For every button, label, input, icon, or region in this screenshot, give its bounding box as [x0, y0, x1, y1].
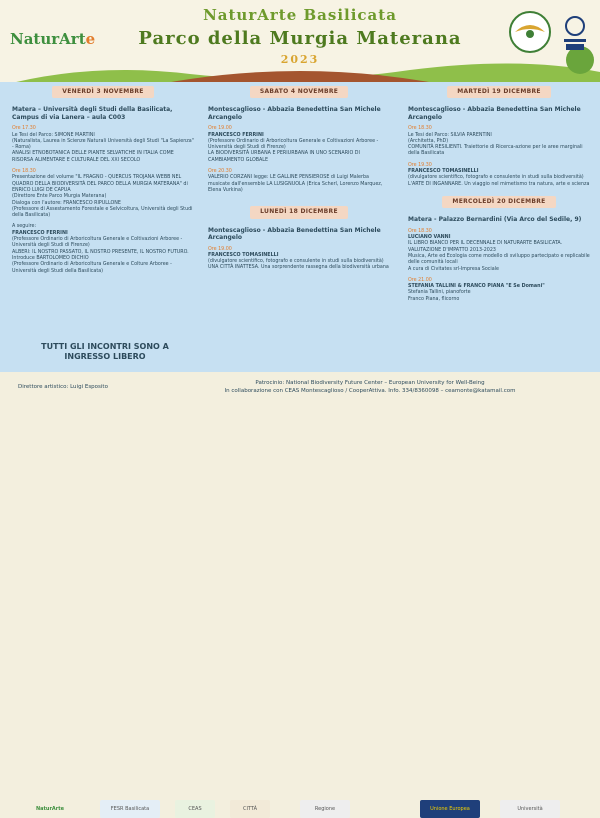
event-time: Ore 20.30 — [208, 169, 232, 175]
event-desc-line: (Professore Ordinario di Arboricoltura Generale e Coltivazioni Arboree - Università degli Studi di Firenze) — [208, 138, 379, 151]
sponsor-logo: Regione — [300, 800, 350, 818]
event-title: NaturArte Basilicata — [203, 6, 397, 24]
event-location: Matera – Università degli Studi della Basilicata, Campus di via Lanera – aula C003 — [12, 106, 173, 121]
naturarte-logo: NaturArte — [10, 30, 96, 48]
date-tab-dec18: LUNEDÌ 18 DICEMBRE — [250, 206, 348, 218]
event-desc-line: L'ARTE DI INGANNARE. Un viaggio nel mimetismo tra natura, arte e scienza — [408, 181, 590, 187]
sponsor-logo: FESR Basilicata — [100, 800, 160, 818]
speaker-name: STEFANIA TALLINI & FRANCO PIANA "E Se Domani" — [408, 284, 545, 290]
speaker-name: LUCIANO VANNI — [408, 235, 451, 241]
free-entry-notice: TUTTI GLI INCONTRI SONO A INGRESSO LIBERO — [41, 342, 169, 361]
year-label: 2023 — [280, 53, 320, 66]
event-desc-line: UNA CITTÀ INATTESA. Una sorprendente rassegna della biodiversità urbana — [208, 265, 389, 271]
event-time: Ore 17.30 — [12, 126, 36, 132]
event-time: Ore 19.30 — [408, 162, 432, 168]
park-seal-icon — [505, 10, 555, 54]
event-location: Montescaglioso - Abbazia Benedettina San Michele Arcangelo — [208, 226, 381, 242]
follow-label: A seguire: — [12, 224, 37, 230]
event-desc-line: (divulgatore scientifico, fotografo e consulente in studi sulla biodiversità) — [408, 175, 584, 181]
sponsor-logos — [0, 398, 600, 812]
event-desc-line: Presentazione del volume "IL FRAGNO - QUERCUS TROJANA WEBB NEL QUADRO DELLA BIODIVERSITÀ DEL PARCO DELLA MURGIA MATERANA" di ENRICO LUIGI DE CAPUA — [12, 175, 188, 193]
event-desc-line: (Professore Ordinario di Arboricoltura Generale e Colture Arboree - Università degli Studi della Basilicata) — [12, 262, 172, 274]
event-location: Montescaglioso - Abbazia Benedettina San Michele Arcangelo — [408, 106, 581, 121]
unesco-icon — [560, 14, 590, 54]
park-title: Parco della Murgia Materana — [138, 28, 462, 49]
credits-line: In collaborazione con CEAS Montescaglioso / CooperAttiva. Info. 334/8360098 – ceamonte@katamail.com — [224, 388, 516, 394]
event-desc-line: LA BIODIVERSITÀ URBANA E PERIURBANA IN UNO SCENARIO DI CAMBIAMENTO GLOBALE — [208, 151, 360, 163]
sponsor-logo: CITTÀ — [230, 800, 270, 818]
column-day1 — [12, 86, 194, 275]
event-desc-line: IL LIBRO BIANCO PER IL DECENNALE DI NATURARTE BASILICATA. VALUTAZIONE D'IMPATTO 2013-2023 — [408, 241, 563, 253]
event-desc-line: Franco Piana, flicorno — [408, 296, 460, 302]
event-time: Ore 18.30 — [408, 228, 432, 234]
artistic-director: Direttore artistico: Luigi Esposito — [18, 384, 108, 390]
credits-line: Patrocinio: National Biodiversity Future Center – European University for Well-Being — [255, 380, 485, 386]
event-time: Ore 19.00 — [208, 246, 232, 252]
column-day3 — [408, 86, 590, 303]
event-desc-line: (Naturalista, Laurea in Scienze Naturali Università degli Studi "La Sapienza" - Roma) — [12, 138, 194, 151]
event-desc-line: (Direttore Ente Parco Murgia Materana) — [12, 194, 107, 200]
event-location: Matera - Palazzo Bernardini (Via Arco del Sedile, 9) — [408, 216, 582, 224]
date-tab-dec20: MERCOLEDÌ 20 DICEMBRE — [442, 196, 555, 208]
event-desc-line: VALERIO CORZANI legge: LE GALLINE PENSIEROSE di Luigi Malerba musicate dall'ensemble LA LUSIGNUOLA (Erica Scherl, Lorenzo Marquez, Elena Vurkina) — [208, 175, 383, 193]
date-tab-nov4: SABATO 4 NOVEMBRE — [250, 86, 348, 98]
event-time: Ore 19.00 — [208, 126, 232, 132]
poster-header — [0, 0, 600, 90]
sponsor-logo: CEAS — [175, 800, 215, 818]
event-desc-line: A cura di Civitates srl-Impresa Sociale — [408, 266, 499, 272]
event-desc-line: COMUNITÀ RESILIENTI. Traiettorie di Ricerca-azione per le aree marginali della Basilicata — [408, 145, 583, 157]
speaker-name: FRANCESCO TOMASINELLI — [208, 252, 279, 258]
event-desc-line: (Professore di Assestamento Forestale e Selvicoltura, Università degli Studi della Basilicata) — [12, 206, 193, 219]
event-desc-line: Dialoga con l'autore: FRANCESCO RIPULLONE — [12, 200, 121, 206]
credits-block — [150, 379, 590, 395]
date-tab-nov3: VENERDÌ 3 NOVEMBRE — [52, 86, 153, 98]
column-day2 — [208, 86, 390, 272]
event-desc-line: (Professore Ordinario di Arboricoltura Generale e Coltivazioni Arboree - Università degli Studi di Firenze) — [12, 237, 183, 249]
event-desc-line: (divulgatore scientifico, fotografo e consulente in studi sulla biodiversità) — [208, 259, 384, 265]
event-desc-line: (Architetta, PhD) — [408, 138, 449, 144]
event-time: Ore 18.30 — [408, 126, 432, 132]
event-desc-line: Le Tesi del Parco: SIMONE MARTINI — [12, 132, 95, 138]
event-desc-line: Le Tesi del Parco: SILVIA PARENTINI — [408, 132, 492, 138]
event-desc-line: Musica, Arte ed Ecologia come modello di sviluppo partecipato e replicabile delle comunità locali — [408, 253, 590, 266]
speaker-name: FRANCESCO TOMASINELLI — [408, 169, 479, 175]
event-time: Ore 18.30 — [12, 169, 36, 175]
event-location: Montescaglioso - Abbazia Benedettina San Michele Arcangelo — [208, 106, 381, 121]
speaker-name: FRANCESCO FERRINI — [12, 230, 68, 236]
event-desc-line: ALBERI: IL NOSTRO PASSATO, IL NOSTRO PRESENTE, IL NOSTRO FUTURO. Introduce BARTOLOMEO DICHIO — [12, 249, 189, 261]
event-desc-line: ANALISI ETNOBOTANICA DELLE PIANTE SELVATICHE IN ITALIA COME RISORSA ALIMENTARE E CULTURALE DEL XXI SECOLO — [12, 151, 174, 163]
event-time: Ore 21.00 — [408, 277, 432, 283]
sponsor-logo: Unione Europea — [420, 800, 480, 818]
sponsor-logo: NaturArte — [35, 806, 65, 812]
event-desc-line: Stefania Tallini, pianoforte — [408, 290, 471, 296]
date-tab-dec19: MARTEDÌ 19 DICEMBRE — [447, 86, 551, 98]
sponsor-logo: Università — [500, 800, 560, 818]
speaker-name: FRANCESCO FERRINI — [208, 132, 264, 138]
